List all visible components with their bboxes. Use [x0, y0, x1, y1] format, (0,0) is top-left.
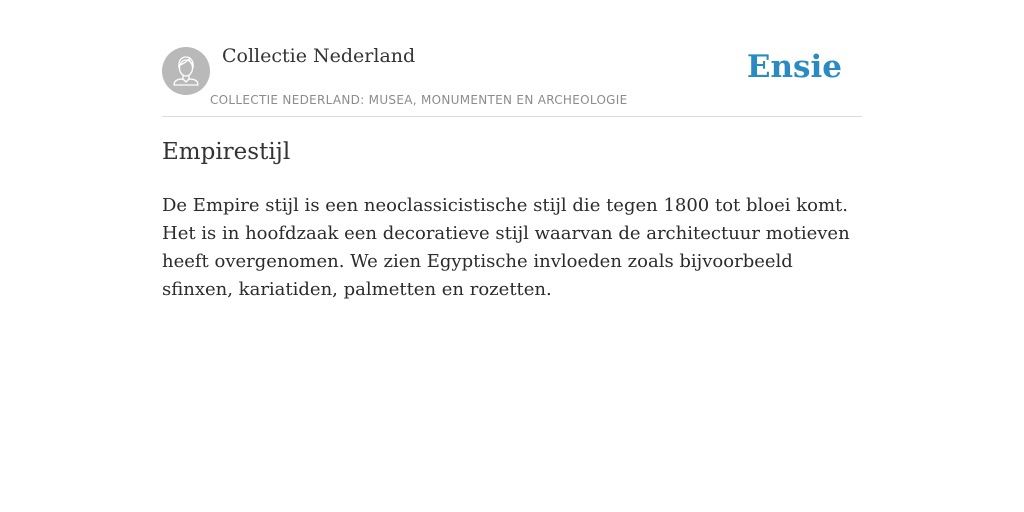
entry-body: De Empire stijl is een neoclassicistische stijl die tegen 1800 tot bloei komt. Het is in hoofdzaak een decoratieve stijl waarvan de architectuur motieven heeft overgenomen. We zien Egyptische invloeden zoals bijvoorbeeld sfinxen, kariatiden, palmetten en rozetten.	[162, 195, 850, 300]
brand-logo[interactable]: Ensie	[746, 49, 842, 85]
author-name[interactable]: Collectie Nederland	[222, 45, 416, 67]
author-subtitle[interactable]: COLLECTIE NEDERLAND: MUSEA, MONUMENTEN EN ARCHEOLOGIE	[210, 93, 628, 107]
entry-header	[162, 0, 862, 117]
entry-card	[162, 0, 862, 512]
user-icon	[162, 47, 210, 95]
entry-title: Empirestijl	[162, 139, 291, 165]
avatar[interactable]	[162, 47, 210, 95]
